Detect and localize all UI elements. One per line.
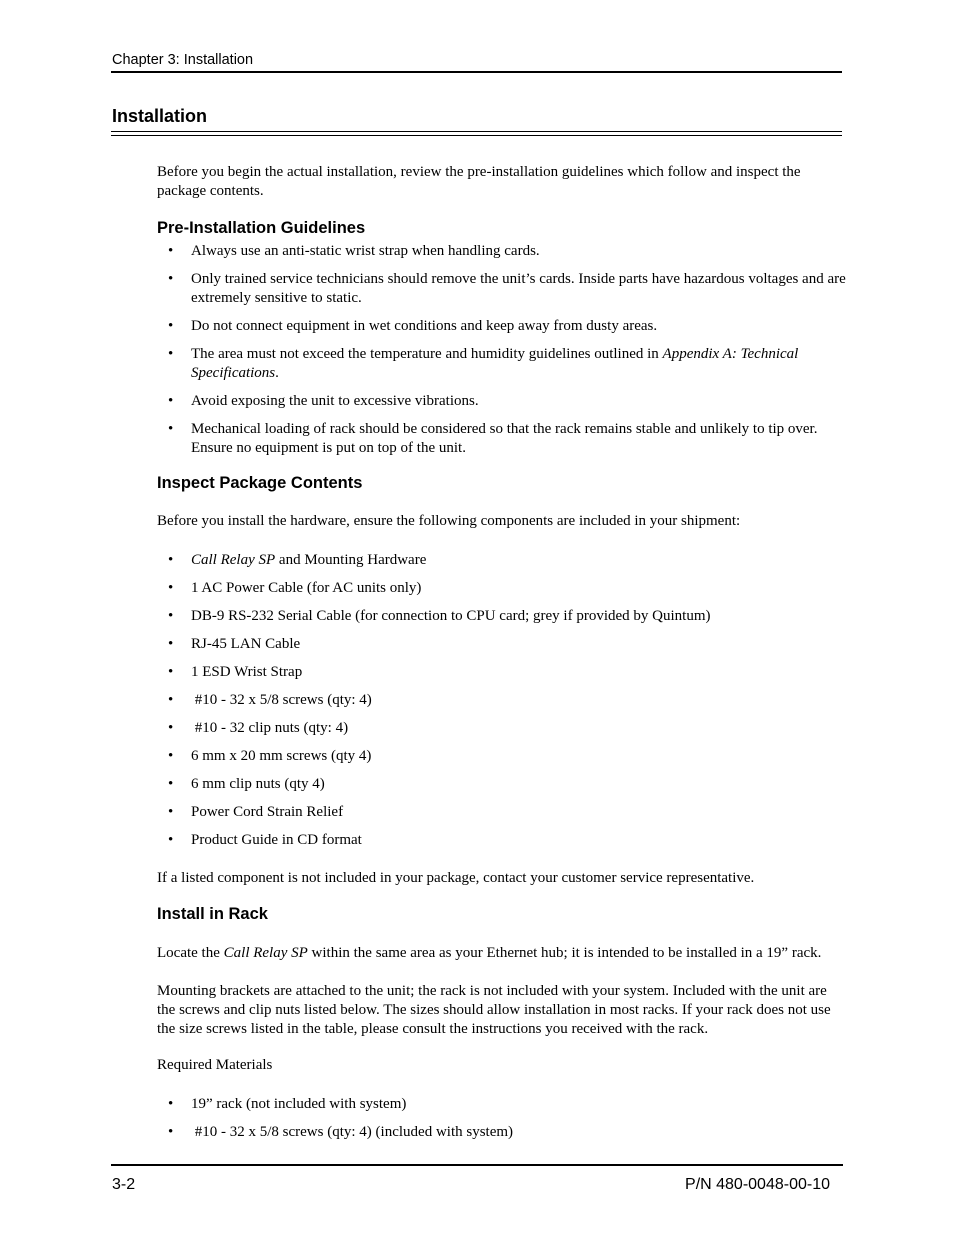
list-item: • 1 ESD Wrist Strap (168, 664, 303, 680)
list-item: • DB-9 RS-232 Serial Cable (for connection to CPU card; grey if provided by Quintum) (168, 608, 711, 624)
bullet: • (168, 243, 174, 259)
list-item: • 6 mm clip nuts (qty 4) (168, 776, 325, 792)
required-materials-label: Required Materials (157, 1057, 273, 1073)
package-outro: If a listed component is not included in your package, contact your customer service representative. (157, 870, 755, 886)
bullet: • (168, 664, 174, 680)
package-intro: Before you install the hardware, ensure the following components are included in your shipment: (157, 513, 741, 529)
bullet: • (168, 271, 174, 287)
header-rule (111, 71, 842, 73)
bullet: • (168, 748, 174, 764)
list-item: • 6 mm x 20 mm screws (qty 4) (168, 748, 372, 764)
product-name: Call Relay SP (223, 945, 308, 961)
rack-locate-paragraph: Locate the Call Relay SP within the same area as your Ethernet hub; it is intended to be installed in a 19” rack. (157, 945, 822, 961)
bullet: • (168, 421, 174, 437)
bullet: • (168, 580, 174, 596)
bullet: • (168, 608, 174, 624)
required-materials-list (157, 1095, 847, 1151)
list-item: • Do not connect equipment in wet conditions and keep away from dusty areas. (168, 318, 658, 334)
package-heading: Inspect Package Contents (157, 474, 363, 492)
guidelines-list (157, 242, 847, 467)
rack-mounting-paragraph: Mounting brackets are attached to the unit; the rack is not included with your system. Included with the unit are the screws and clip nuts listed below. The sizes should allow installation in most racks. If your rack does not use the size screws listed in the table, please consult the instructions you received with the rack. (157, 983, 831, 1037)
list-item: • Mechanical loading of rack should be considered so that the rack remains stable and unlikely to tip over. Ensure no equipment is put on top of the unit. (168, 421, 818, 456)
bullet: • (168, 720, 174, 736)
bullet: • (168, 804, 174, 820)
part-number: P/N 480-0048-00-10 (685, 1176, 830, 1193)
bullet: • (168, 776, 174, 792)
running-header: Chapter 3: Installation (112, 52, 254, 68)
list-item: • #10 - 32 clip nuts (qty: 4) (168, 720, 349, 736)
rack-heading: Install in Rack (157, 905, 268, 923)
list-item: • Product Guide in CD format (168, 832, 362, 848)
list-item: • 1 AC Power Cable (for AC units only) (168, 580, 422, 596)
bullet: • (168, 1096, 174, 1112)
bullet: • (168, 393, 174, 409)
list-item: • Avoid exposing the unit to excessive vibrations. (168, 393, 479, 409)
page-number: 3-2 (112, 1176, 136, 1193)
bullet: • (168, 832, 174, 848)
list-item: • 19” rack (not included with system) (168, 1096, 407, 1112)
guidelines-heading: Pre-Installation Guidelines (157, 219, 366, 237)
list-item: • #10 - 32 x 5/8 screws (qty: 4) (168, 692, 372, 708)
section-rule-bottom (111, 135, 842, 136)
list-item: • Call Relay SP and Mounting Hardware (168, 552, 427, 568)
bullet: • (168, 318, 174, 334)
list-item: • #10 - 32 x 5/8 screws (qty: 4) (included with system) (168, 1124, 514, 1140)
package-list (157, 551, 847, 859)
footer-rule (111, 1164, 843, 1166)
list-item: • Power Cord Strain Relief (168, 804, 344, 820)
list-item: • Only trained service technicians should remove the unit’s cards. Inside parts have hazardous voltages and are extremely sensitive to static. (168, 271, 846, 306)
bullet: • (168, 636, 174, 652)
product-name: Call Relay SP (191, 552, 276, 568)
bullet: • (168, 346, 174, 362)
bullet: • (168, 552, 174, 568)
list-item: • RJ-45 LAN Cable (168, 636, 301, 652)
bullet: • (168, 692, 174, 708)
list-item: • Always use an anti-static wrist strap when handling cards. (168, 243, 540, 259)
intro-paragraph: Before you begin the actual installation, review the pre-installation guidelines which follow and inspect the package contents. (157, 164, 801, 199)
section-rule-top (111, 131, 842, 132)
list-item: • The area must not exceed the temperature and humidity guidelines outlined in Appendix A: Technical Specifications. (168, 346, 799, 381)
appendix-reference: Appendix A: Technical Specifications (191, 346, 799, 381)
bullet: • (168, 1124, 174, 1140)
section-title: Installation (112, 106, 208, 126)
